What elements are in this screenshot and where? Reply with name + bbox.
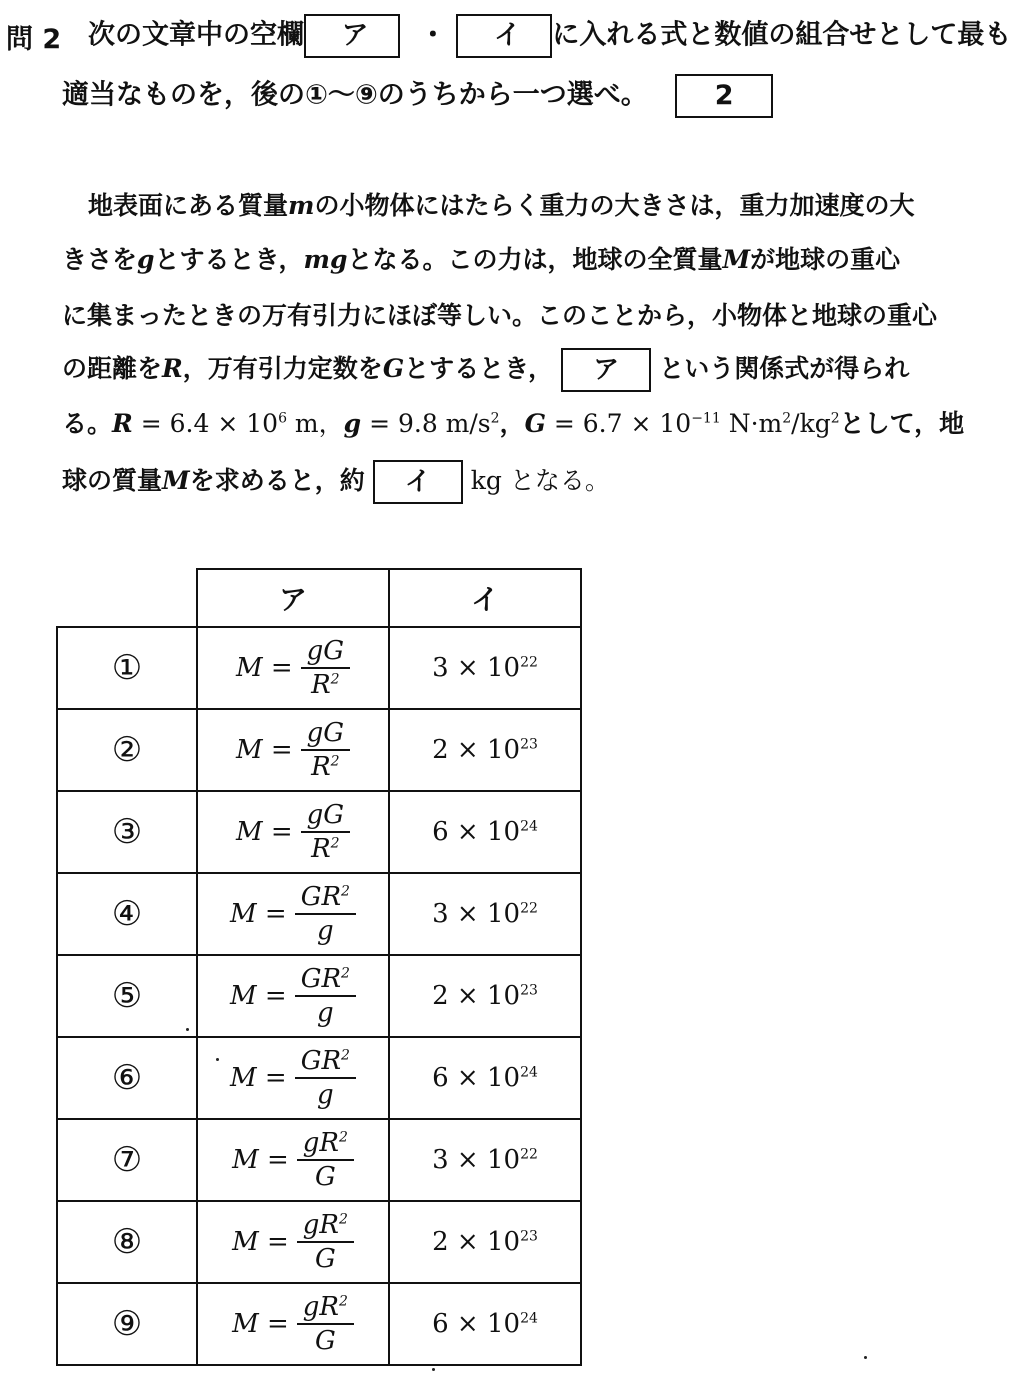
passage-line-1 bbox=[88, 186, 914, 226]
var-m: m bbox=[288, 191, 315, 220]
passage-text: 地表面にある質量 bbox=[88, 191, 289, 220]
option-value: $2 \times 10^{23}$ bbox=[389, 1201, 581, 1283]
value-R: = 6.4 × 10 bbox=[132, 409, 279, 438]
passage-text: の小物体にはたらく重力の大きさは，重力加速度の大 bbox=[314, 191, 915, 220]
passage-text: ，万有引力定数を bbox=[182, 354, 383, 383]
numerator: $GR^2$ bbox=[295, 965, 356, 997]
option-number: ⑨ bbox=[57, 1283, 197, 1365]
var-G: G bbox=[524, 409, 546, 438]
answer-number-box: 2 bbox=[675, 74, 773, 118]
option-number: ④ bbox=[57, 873, 197, 955]
denominator: g bbox=[317, 1080, 334, 1110]
table-corner bbox=[57, 569, 197, 627]
formula-fraction bbox=[297, 1129, 354, 1191]
formula-lhs: M = bbox=[232, 1227, 289, 1257]
option-row bbox=[57, 1283, 581, 1365]
option-row bbox=[57, 1119, 581, 1201]
passage-text: ， bbox=[499, 409, 525, 438]
denominator: G bbox=[314, 1244, 336, 1274]
var-mg: mg bbox=[303, 245, 348, 274]
option-row bbox=[57, 627, 581, 709]
option-formula bbox=[197, 955, 389, 1037]
passage-text: とするとき， bbox=[154, 245, 304, 274]
scan-speck bbox=[864, 1356, 867, 1359]
option-value: $2 \times 10^{23}$ bbox=[389, 709, 581, 791]
option-formula bbox=[197, 1283, 389, 1365]
option-number: ③ bbox=[57, 791, 197, 873]
formula-fraction bbox=[297, 1293, 354, 1355]
options-table bbox=[56, 568, 582, 1366]
formula-lhs: M = bbox=[230, 1063, 287, 1093]
numerator: $GR^2$ bbox=[295, 1047, 356, 1079]
scan-speck bbox=[186, 1028, 189, 1031]
denominator: G bbox=[314, 1326, 336, 1356]
option-value: $3 \times 10^{22}$ bbox=[389, 873, 581, 955]
numerator: gG bbox=[301, 801, 350, 833]
passage-text: きさを bbox=[62, 245, 138, 274]
formula-fraction bbox=[297, 1211, 354, 1273]
formula-fraction bbox=[301, 637, 350, 699]
passage-line-5 bbox=[62, 404, 964, 444]
var-R: R bbox=[112, 409, 133, 438]
value-g: = 9.8 m/s bbox=[361, 409, 491, 438]
blank-b-box: イ bbox=[456, 14, 552, 58]
option-formula bbox=[197, 1201, 389, 1283]
option-formula bbox=[197, 873, 389, 955]
option-value: $6 \times 10^{24}$ bbox=[389, 1037, 581, 1119]
formula-fraction bbox=[295, 1047, 356, 1109]
passage-text: 球の質量 bbox=[62, 466, 163, 495]
passage-text: という関係式が得られ bbox=[659, 354, 910, 383]
passage-line-3 bbox=[62, 296, 937, 336]
passage-text: とするとき， bbox=[404, 354, 554, 383]
formula-lhs: M = bbox=[235, 817, 293, 847]
denominator: $R^2$ bbox=[311, 670, 340, 700]
formula-lhs: M = bbox=[230, 981, 287, 1011]
passage-text: の距離を bbox=[62, 354, 163, 383]
passage-line-6 bbox=[62, 460, 610, 504]
option-row bbox=[57, 1201, 581, 1283]
passage-text: として，地 bbox=[839, 409, 965, 438]
unit: /kg bbox=[791, 409, 831, 438]
unit: m， bbox=[286, 409, 344, 438]
passage-text: kg となる。 bbox=[470, 466, 610, 495]
formula-fraction bbox=[301, 801, 350, 863]
formula-fraction bbox=[301, 719, 350, 781]
numerator: $GR^2$ bbox=[295, 883, 356, 915]
option-value: $2 \times 10^{23}$ bbox=[389, 955, 581, 1037]
numerator: $gR^2$ bbox=[297, 1293, 354, 1325]
var-M: M bbox=[722, 245, 751, 274]
option-formula bbox=[197, 1037, 389, 1119]
option-formula bbox=[197, 791, 389, 873]
table-header-row bbox=[57, 569, 581, 627]
header-a: ア bbox=[197, 569, 389, 627]
formula-fraction bbox=[295, 965, 356, 1027]
formula-lhs: M = bbox=[235, 735, 293, 765]
var-g: g bbox=[137, 245, 155, 274]
option-value: $6 \times 10^{24}$ bbox=[389, 791, 581, 873]
question-text-1b: に入れる式と数値の組合せとして最も bbox=[552, 19, 1012, 51]
option-row bbox=[57, 709, 581, 791]
option-row bbox=[57, 873, 581, 955]
formula-fraction bbox=[295, 883, 356, 945]
exp: 6 bbox=[278, 410, 287, 427]
option-number: ① bbox=[57, 627, 197, 709]
question-line-1 bbox=[88, 14, 1011, 58]
passage-text: に集まったときの万有引力にほぼ等しい。このことから，小物体と地球の重心 bbox=[62, 301, 938, 330]
option-number: ⑤ bbox=[57, 955, 197, 1037]
denominator: G bbox=[314, 1162, 336, 1192]
numerator: gG bbox=[301, 637, 350, 669]
option-value: $3 \times 10^{22}$ bbox=[389, 627, 581, 709]
passage-text: る。 bbox=[62, 409, 113, 438]
question-line-2 bbox=[62, 74, 773, 118]
option-number: ⑧ bbox=[57, 1201, 197, 1283]
question-text-1: 次の文章中の空欄 bbox=[88, 19, 304, 51]
var-R: R bbox=[162, 354, 183, 383]
option-number: ② bbox=[57, 709, 197, 791]
option-row bbox=[57, 791, 581, 873]
blank-a-box: ア bbox=[304, 14, 400, 58]
numerator: $gR^2$ bbox=[297, 1129, 354, 1161]
blank-b-inline: イ bbox=[373, 460, 463, 504]
value-G: = 6.7 × 10 bbox=[545, 409, 692, 438]
blank-separator: ・ bbox=[419, 19, 447, 51]
passage-line-2 bbox=[62, 240, 900, 280]
denominator: g bbox=[317, 998, 334, 1028]
option-value: $3 \times 10^{22}$ bbox=[389, 1119, 581, 1201]
passage-text: となる。この力は，地球の全質量 bbox=[347, 245, 723, 274]
option-formula bbox=[197, 709, 389, 791]
exp: −11 bbox=[691, 410, 721, 427]
option-row bbox=[57, 955, 581, 1037]
numerator: $gR^2$ bbox=[297, 1211, 354, 1243]
var-g: g bbox=[343, 409, 362, 438]
formula-lhs: M = bbox=[230, 899, 287, 929]
unit: N·m bbox=[720, 409, 783, 438]
passage-text: が地球の重心 bbox=[750, 245, 901, 274]
scan-speck bbox=[432, 1368, 435, 1371]
passage-line-4 bbox=[62, 348, 909, 392]
passage-text: を求めると，約 bbox=[189, 466, 365, 495]
option-formula bbox=[197, 627, 389, 709]
exp: 2 bbox=[782, 410, 792, 427]
exp: 2 bbox=[490, 410, 500, 427]
numerator: gG bbox=[301, 719, 350, 751]
blank-a-inline: ア bbox=[561, 348, 651, 392]
formula-lhs: M = bbox=[232, 1309, 289, 1339]
option-value: $6 \times 10^{24}$ bbox=[389, 1283, 581, 1365]
denominator: $R^2$ bbox=[311, 834, 340, 864]
option-number: ⑥ bbox=[57, 1037, 197, 1119]
formula-lhs: M = bbox=[232, 1145, 289, 1175]
option-number: ⑦ bbox=[57, 1119, 197, 1201]
denominator: g bbox=[317, 916, 334, 946]
option-formula bbox=[197, 1119, 389, 1201]
scan-speck bbox=[216, 1058, 219, 1061]
question-text-2: 適当なものを，後の①～⑨のうちから一つ選べ。 bbox=[62, 79, 648, 111]
var-G: G bbox=[382, 354, 405, 383]
header-b: イ bbox=[389, 569, 581, 627]
formula-lhs: M = bbox=[235, 653, 293, 683]
var-M: M bbox=[162, 466, 190, 495]
option-row bbox=[57, 1037, 581, 1119]
question-number: 問 2 bbox=[6, 24, 62, 55]
denominator: $R^2$ bbox=[311, 752, 340, 782]
exp: 2 bbox=[830, 410, 840, 427]
